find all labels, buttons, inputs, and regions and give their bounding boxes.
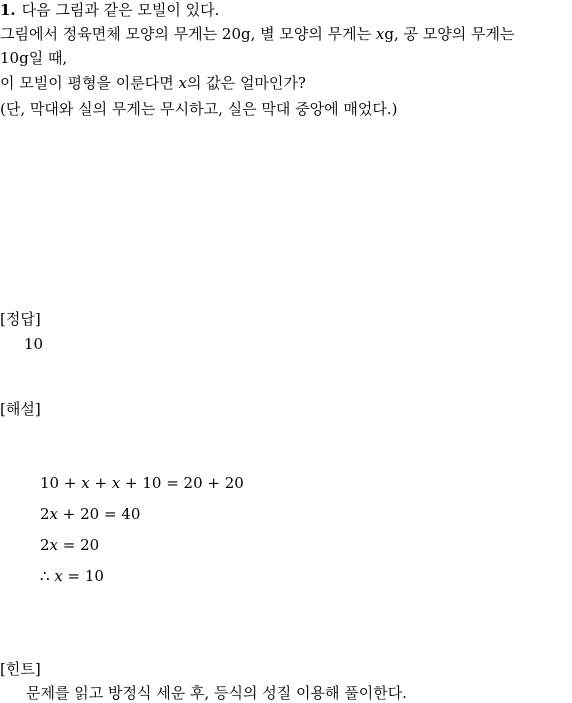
step-3-var: x [49, 536, 59, 554]
figure-area [0, 130, 572, 300]
problem-title-line [0, 0, 219, 20]
step-3-pre: 2 [40, 536, 50, 554]
hint-text-line [26, 683, 407, 703]
step-2-pre: 2 [40, 505, 50, 523]
problem-line-3 [0, 48, 67, 68]
solution-step-4 [40, 566, 104, 586]
step-4-post: = 10 [62, 567, 104, 585]
hint-heading-line [0, 659, 41, 679]
step-1-var-2: x [111, 474, 121, 492]
hint-heading: [힌트] [0, 660, 41, 678]
answer-heading-line [0, 309, 41, 329]
problem-line-4-b: 의 값은 얼마인가? [186, 74, 306, 92]
problem-line-4 [0, 73, 306, 93]
solution-step-3 [40, 535, 99, 555]
problem-number: 1. [0, 1, 16, 19]
solution-step-1 [40, 473, 244, 493]
step-2-post: + 20 = 40 [58, 505, 141, 523]
solution-heading-line [0, 399, 41, 419]
step-1-post: + 10 = 20 + 20 [120, 474, 244, 492]
problem-title: 다음 그림과 같은 모빌이 있다. [21, 1, 220, 19]
problem-line-3-text: 10g일 때, [0, 49, 68, 67]
step-1-var-1: x [81, 474, 90, 492]
problem-line-4-a: 이 모빌이 평형을 이룬다면 [0, 74, 179, 92]
step-3-post: = 20 [58, 536, 100, 554]
hint-text: 문제를 읽고 방정식 세운 후, 등식의 성질 이용해 풀이한다. [26, 684, 407, 702]
answer-value: 10 [24, 335, 44, 353]
answer-heading: [정답] [0, 310, 41, 328]
answer-value-line [24, 334, 43, 354]
problem-line-5 [0, 99, 397, 119]
step-1-pre: 10 + [40, 474, 82, 492]
step-2-var: x [49, 505, 59, 523]
problem-line-4-var: x [178, 74, 187, 92]
problem-line-2-var: x [375, 25, 385, 43]
problem-line-2-a: 그림에서 정육면체 모양의 무게는 20g, 별 모양의 무게는 [0, 25, 376, 43]
step-4-var: x [54, 567, 63, 585]
step-4-pre: ∴ [40, 567, 55, 585]
problem-line-2-b: g, 공 모양의 무게는 [384, 25, 515, 43]
step-1-mid: + [89, 474, 112, 492]
solution-heading: [해설] [0, 400, 41, 418]
problem-line-2 [0, 24, 514, 44]
problem-condition: (단, 막대와 실의 무게는 무시하고, 실은 막대 중앙에 매었다.) [0, 100, 398, 118]
solution-step-2 [40, 504, 140, 524]
